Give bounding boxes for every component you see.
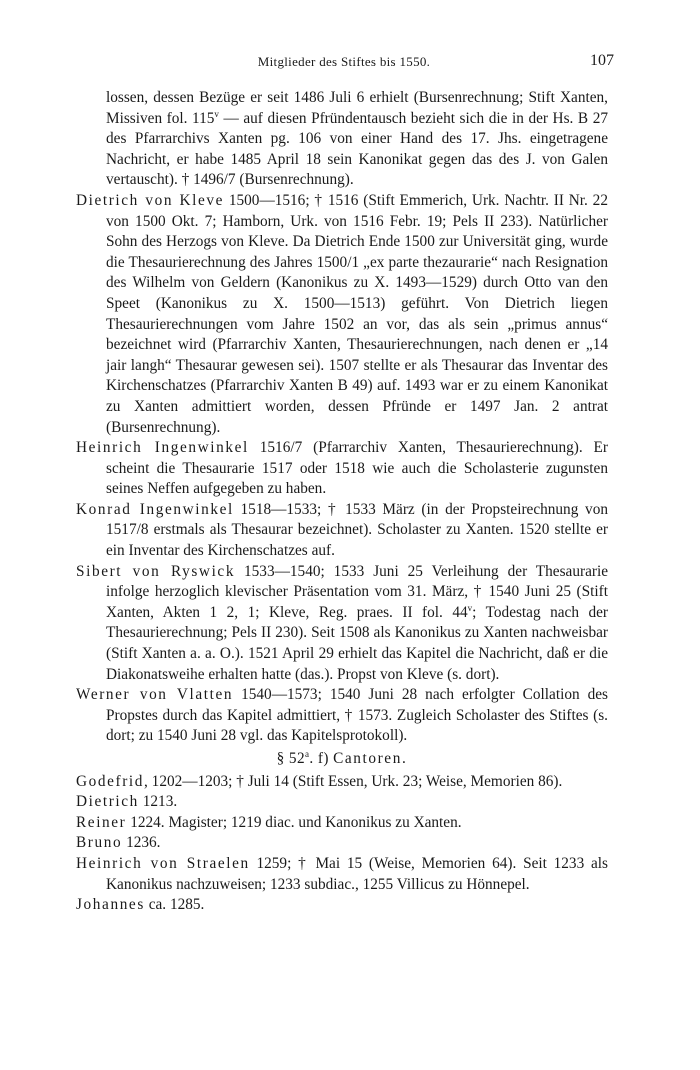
cantor-dietrich: Dietrich 1213.: [76, 793, 178, 811]
entry-name: Bruno: [76, 834, 123, 852]
entry-dietrich-von-kleve: Dietrich von Kleve 1500—1516; † 1516 (Stift Emmerich, Urk. Nachtr. II Nr. 22 von 1500 Okt. 7; Hamborn, Urk. von 1516 Febr. 19; Pels II 233). Natürlicher Sohn des Herzogs von Kleve. Da Dietrich Ende 1500 zur Universität ging, wurde die Thesaurierechnung des Jahres 1500/1 „ex parte thezaurarie“ nach Resignation des Wilhelm von Geldern (Kanonikus zu X. 1493—1529) durch Otto van den Speet (Kanonikus zu X. 1500—1513) geführt. Von Dietrich liegen Thesaurierechnungen vom Jahre 1502 an vor, das als sein „primus annus“ bezeichnet wird (Pfarrarchiv Xanten, Thesaurierechnungen, nach denen er „14 jair langh“ Thesaurar gewesen sei). 1507 stellte er als Thesaurar das Inventar des Kirchenschatzes (Pfarrarchiv Xanten B 49) auf. 1493 war er zu einem Kanonikat zu Xanten admittiert worden, dessen Pfründe er 1497 Jan. 2 antrat (Bursenrechnung).: [76, 191, 608, 436]
entry-name: Johannes: [76, 896, 145, 914]
entry-werner-von-vlatten: Werner von Vlatten 1540—1573; 1540 Juni 28 nach erfolgter Collation des Propstes durch das Kapitel admittiert, † 1573. Zugleich Scholaster des Stiftes (s. dort; zu 1540 Juni 28 vgl. das Kapitelsprotokoll).: [76, 686, 608, 745]
entry-sibert-von-ryswick: Sibert von Ryswick 1533—1540; 1533 Juni 25 Verleihung der Thesaurarie infolge herzoglich klevischer Präsentation vom 31. März, † 1540 Juni 25 (Stift Xanten, Akten 1 2, 1; Kleve, Reg. praes. II fol. 44$^v$; Todestag nach der Thesaurierechnung; Pels II 230). Seit 1508 als Kanonikus zu Xanten nachweisbar (Stift Xanten a. a. O.). 1521 April 29 erhielt das Kapitel die Nachricht, daß er die Diakonatsweihe erhalten hatte (das.). Propst von Kleve (s. dort).: [76, 562, 609, 683]
page-header: [74, 54, 614, 76]
cantor-johannes: Johannes ca. 1285.: [76, 896, 205, 914]
cantor-heinrich-von-straelen: Heinrich von Straelen 1259; † Mai 15 (Weise, Memorien 64). Seit 1233 als Kanonikus nachzuweisen; 1233 subdiac., 1255 Villicus zu Hönnepel.: [76, 854, 608, 893]
entry-name: Heinrich von Straelen: [76, 854, 250, 872]
running-title: Mitglieder des Stiftes bis 1550.: [257, 54, 431, 69]
entry-name: Konrad Ingenwinkel: [76, 500, 234, 518]
body-text: [76, 88, 608, 916]
entry-heinrich-ingenwinkel: Heinrich Ingenwinkel 1516/7 (Pfarrarchiv Xanten, Thesaurierechnung). Er scheint die Thesaurarie 1517 oder 1518 wie auch die Scholasterie zugunsten seines Neffen aufgegeben zu haben.: [76, 439, 608, 498]
page-number: 107: [590, 52, 614, 69]
entry-name: Godefrid: [76, 772, 145, 790]
entry-konrad-ingenwinkel: Konrad Ingenwinkel 1518—1533; † 1533 März (in der Propsteirechnung von 1517/8 erstmals als Thesaurar bezeichnet). Scholaster zu Xanten. 1520 stellte er ein Inventar des Kirchenschatzes auf.: [76, 500, 608, 560]
entry-name: Heinrich Ingenwinkel: [76, 439, 249, 457]
entry-name: Sibert von Ryswick: [76, 562, 236, 580]
cantor-reiner: Reiner 1224. Magister; 1219 diac. und Kanonikus zu Xanten.: [76, 813, 462, 831]
continued-entry: lossen, dessen Bezüge er seit 1486 Juli 6 erhielt (Bursenrechnung; Stift Xanten, Missiven fol. 115$^v$ — auf diesen Pfründentausch bezieht sich die in der Hs. B 27 des Pfarrarchivs Xanten pg. 106 von einer Hand des 17. Jhs. eingetragene Nachricht, er habe 1485 April 18 sein Kanonikat gegen das des J. von Galen vertauscht). † 1496/7 (Bursenrechnung).: [106, 89, 608, 189]
entry-name: Werner von Vlatten: [76, 686, 234, 704]
cantor-bruno: Bruno 1236.: [76, 834, 161, 852]
entry-name: Dietrich von Kleve: [76, 191, 225, 209]
entry-name: Reiner: [76, 813, 127, 831]
entry-name: Dietrich: [76, 793, 139, 811]
cantor-godefrid: Godefrid, 1202—1203; † Juli 14 (Stift Essen, Urk. 23; Weise, Memorien 86).: [76, 772, 563, 790]
section-heading: § 52$^a$. f) Cantoren.: [276, 748, 408, 767]
